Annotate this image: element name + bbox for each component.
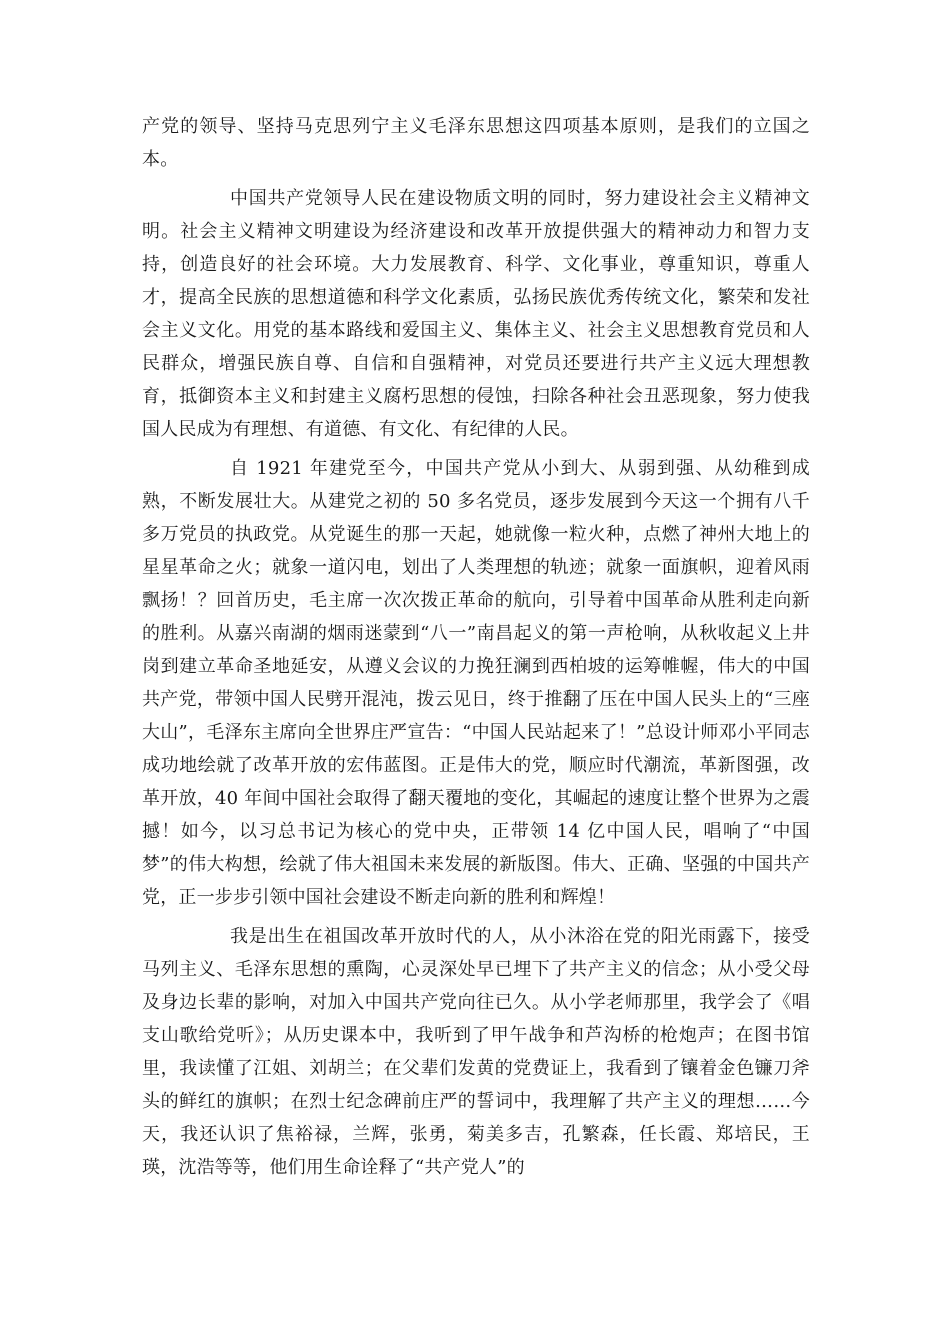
paragraph-3: 自 1921 年建党至今，中国共产党从小到大、从弱到强、从幼稚到成熟，不断发展壮大。从建党之初的 50 多名党员，逐步发展到今天这一个拥有八千多万党员的执政党。从党诞生的那一天起，她就像一粒火种，点燃了神州大地上的星星革命之火；就象一道闪电，划出了人类理想的轨迹；就象一面旗帜，迎着风雨飘扬！？回首历史，毛主席一次次拨正革命的航向，引导着中国革命从胜利走向新的胜利。从嘉兴南湖的烟雨迷蒙到“八一”南昌起义的第一声枪响，从秋收起义上井岗到建立革命圣地延安，从遵义会议的力挽狂澜到西柏坡的运筹帷幄，伟大的中国共产党，带领中国人民劈开混沌，拨云见日，终于推翻了压在中国人民头上的“三座大山”，毛泽东主席向全世界庄严宣告：“中国人民站起来了！”总设计师邓小平同志成功地绘就了改革开放的宏伟蓝图。正是伟大的党，顺应时代潮流，革新图强，改革开放，40 年间中国社会取得了翻天覆地的变化，其崛起的速度让整个世界为之震撼！如今，以习总书记为核心的党中央，正带领 14 亿中国人民，唱响了“中国梦”的伟大构想，绘就了伟大祖国未来发展的新版图。伟大、正确、坚强的中国共产党，正一步步引领中国社会建设不断走向新的胜利和辉煌！ bbox=[142, 458, 810, 908]
paragraph-1: 产党的领导、坚持马克思列宁主义毛泽东思想这四项基本原则，是我们的立国之本。 bbox=[142, 116, 810, 170]
paragraph-2: 中国共产党领导人民在建设物质文明的同时，努力建设社会主义精神文明。社会主义精神文明建设为经济建设和改革开放提供强大的精神动力和智力支持，创造良好的社会环境。大力发展教育、科学、文化事业，尊重知识，尊重人才，提高全民族的思想道德和科学文化素质，弘扬民族优秀传统文化，繁荣和发社会主义文化。用党的基本路线和爱国主义、集体主义、社会主义思想教育党员和人民群众，增强民族自尊、自信和自强精神，对党员还要进行共产主义远大理想教育，抵御资本主义和封建主义腐朽思想的侵蚀，扫除各种社会丑恶现象，努力使我国人民成为有理想、有道德、有文化、有纪律的人民。 bbox=[142, 188, 810, 440]
body-text bbox=[142, 110, 810, 1190]
paragraph-4: 我是出生在祖国改革开放时代的人，从小沐浴在党的阳光雨露下，接受马列主义、毛泽东思想的熏陶，心灵深处早已埋下了共产主义的信念；从小受父母及身边长辈的影响，对加入中国共产党向往已久。从小学老师那里，我学会了《唱支山歌给党听》；从历史课本中，我听到了甲午战争和芦沟桥的枪炮声；在图书馆里，我读懂了江姐、刘胡兰；在父辈们发黄的党费证上，我看到了镶着金色镰刀斧头的鲜红的旗帜；在烈士纪念碑前庄严的誓词中，我理解了共产主义的理想……今天，我还认识了焦裕禄，兰辉，张勇，菊美多吉，孔繁森，任长霞、郑培民，王瑛，沈浩等等，他们用生命诠释了“共产党人”的 bbox=[142, 926, 810, 1178]
